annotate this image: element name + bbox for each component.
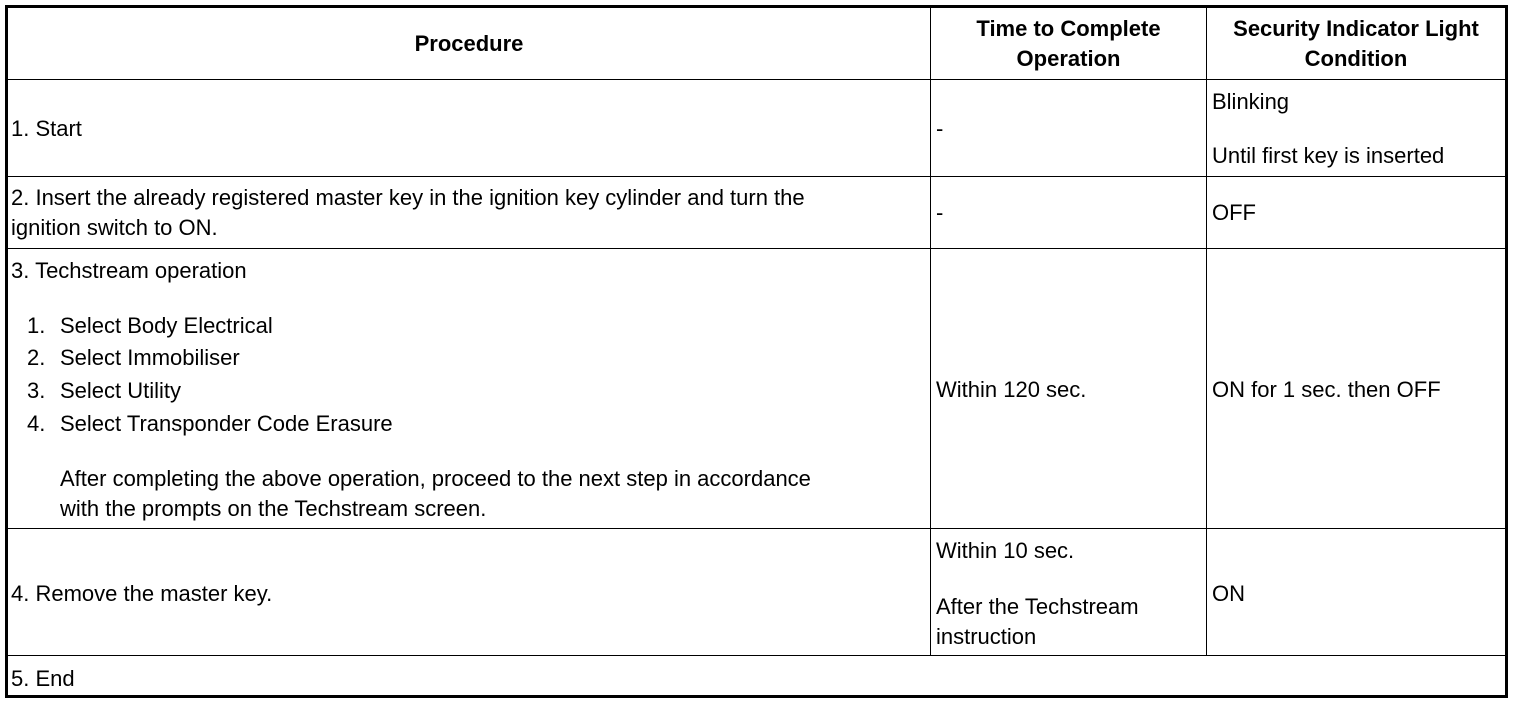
row4-time-line1: Within 10 sec. — [936, 538, 1075, 563]
row-divider — [8, 528, 1505, 529]
row2-procedure-line2: ignition switch to ON. — [11, 215, 218, 240]
substep-number: 1. — [27, 313, 46, 338]
row-divider — [8, 176, 1505, 177]
column-divider — [1206, 8, 1207, 656]
row5-procedure: 5. End — [11, 666, 75, 691]
header-security-indicator: Security Indicator Light Condition — [1233, 16, 1479, 71]
row3-light: ON for 1 sec. then OFF — [1212, 377, 1441, 402]
substep-item — [27, 311, 527, 341]
row4-time-line3: instruction — [936, 624, 1037, 649]
row1-light-status: Blinking — [1212, 89, 1290, 114]
column-divider — [930, 8, 931, 656]
row-divider — [8, 655, 1505, 656]
substep-number: 2. — [27, 345, 46, 370]
row-divider — [8, 79, 1505, 80]
row3-procedure: 3. Techstream operation — [11, 258, 247, 283]
substep-item — [27, 409, 527, 439]
substep-item — [27, 343, 527, 373]
substep-number: 4. — [27, 411, 46, 436]
row1-light-note: Until first key is inserted — [1212, 143, 1445, 168]
substep-label: Select Transponder Code Erasure — [60, 411, 393, 436]
substep-label: Select Utility — [60, 378, 182, 403]
substep-item — [27, 376, 527, 406]
row4-light: ON — [1212, 581, 1245, 606]
row4-time-line2: After the Techstream — [936, 594, 1139, 619]
row1-time: - — [936, 116, 944, 141]
header-time-to-complete: Time to Complete Operation — [976, 16, 1161, 71]
procedure-table — [5, 5, 1508, 698]
row1-procedure: 1. Start — [11, 116, 82, 141]
substep-label: Select Immobiliser — [60, 345, 240, 370]
row2-light: OFF — [1212, 200, 1256, 225]
row2-time: - — [936, 200, 944, 225]
row3-note-line1: After completing the above operation, proceed to the next step in accordance — [60, 466, 811, 491]
header-procedure: Procedure — [414, 31, 524, 56]
row3-time: Within 120 sec. — [936, 377, 1087, 402]
row3-note-line2: with the prompts on the Techstream screen. — [60, 496, 487, 521]
substep-label: Select Body Electrical — [60, 313, 273, 338]
row-divider — [8, 248, 1505, 249]
row2-procedure-line1: 2. Insert the already registered master key in the ignition key cylinder and turn the — [11, 185, 805, 210]
row4-procedure: 4. Remove the master key. — [11, 581, 273, 606]
substep-number: 3. — [27, 378, 46, 403]
